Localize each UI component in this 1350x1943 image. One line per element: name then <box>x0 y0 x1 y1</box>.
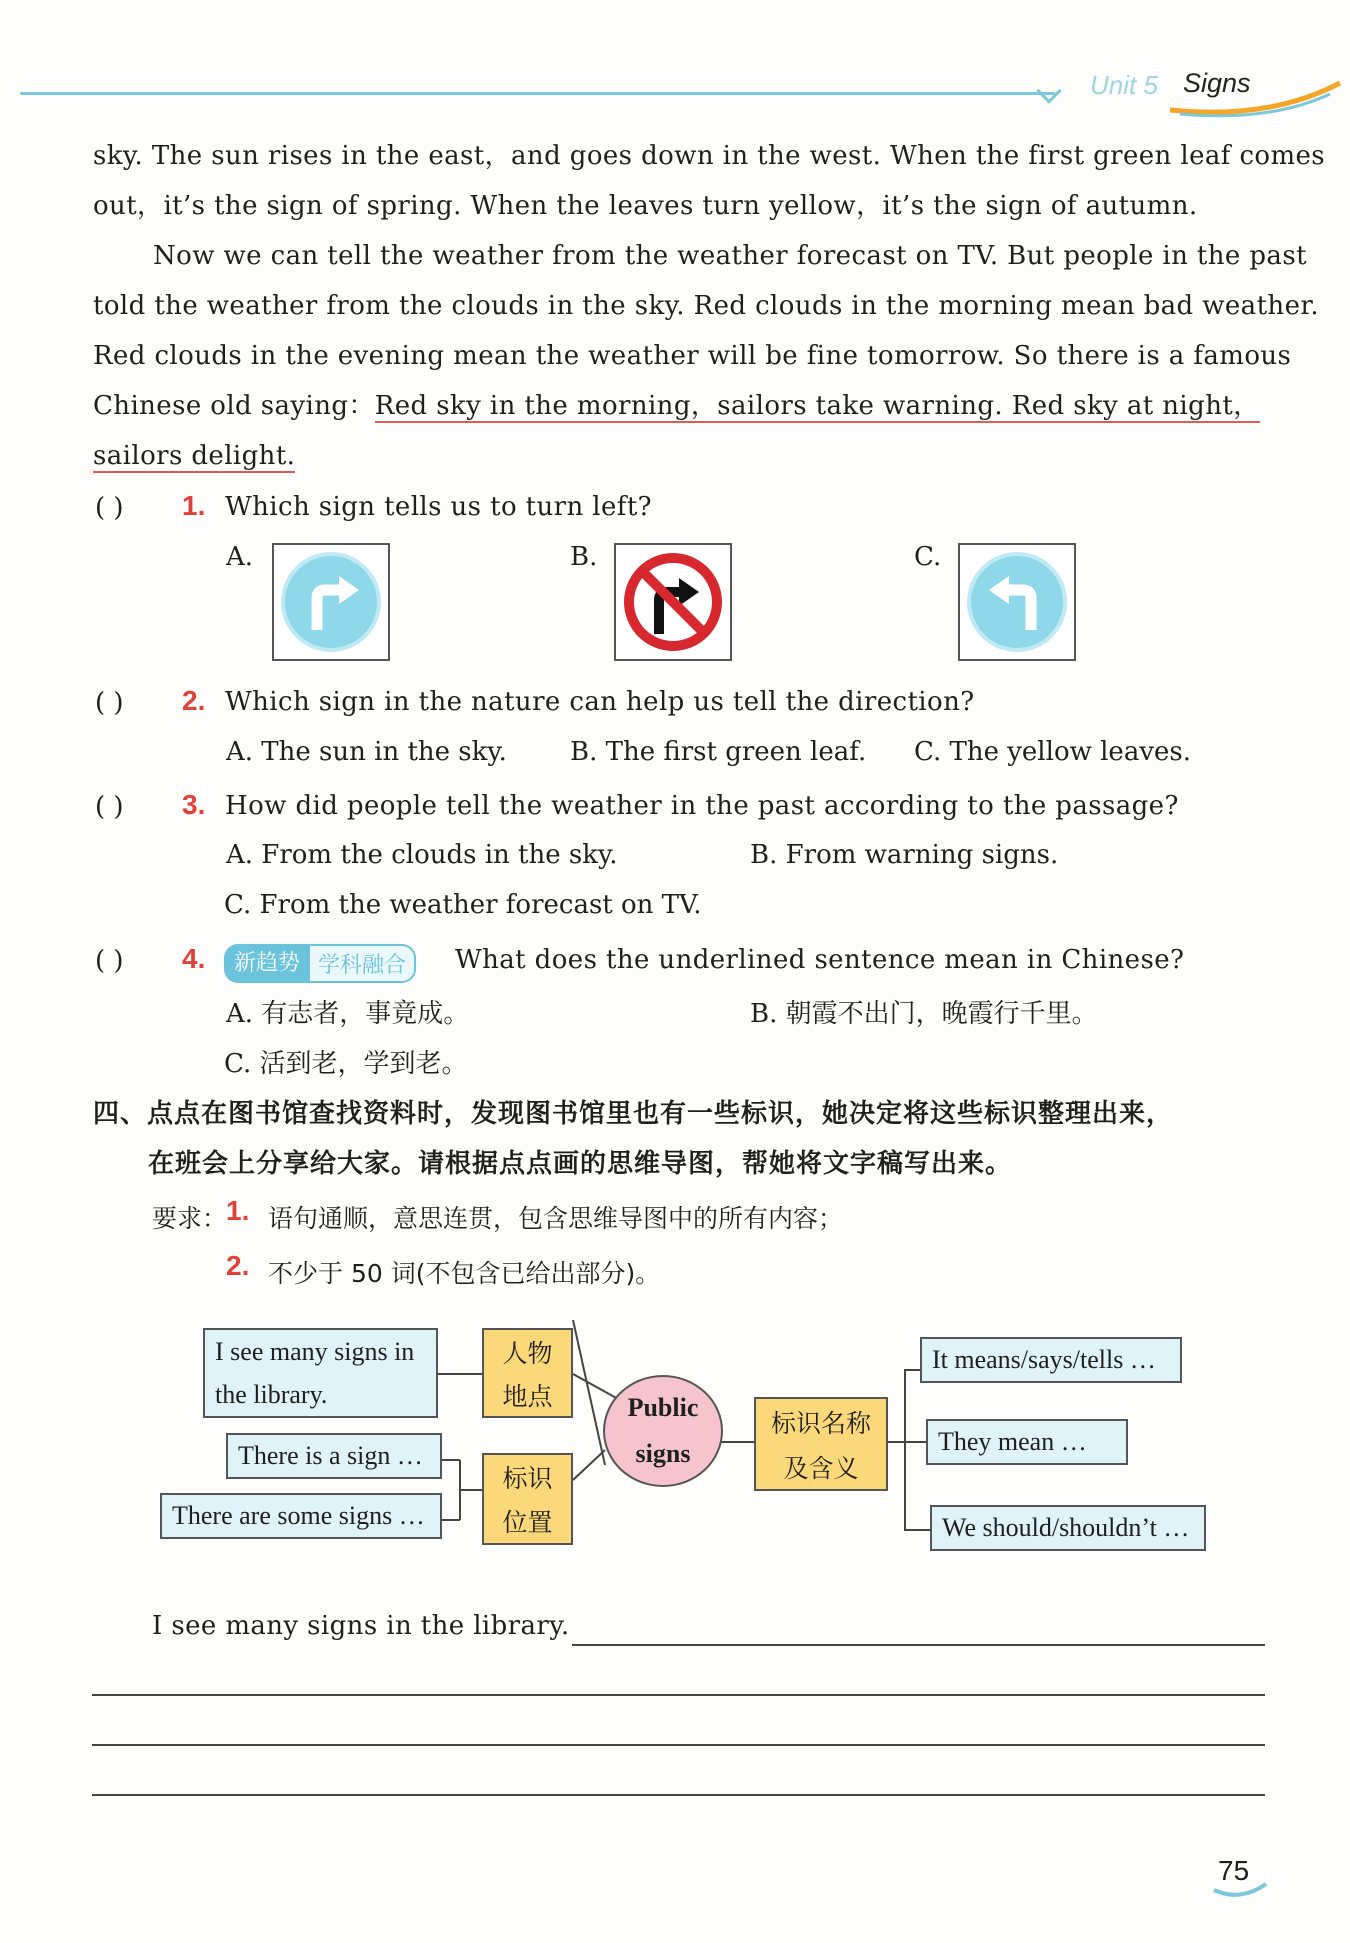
chevron-down-icon <box>1036 78 1061 103</box>
place-label: 地点 <box>502 1381 553 1411</box>
subject-tag-label: 学科融合 <box>310 944 416 983</box>
writing-line-3[interactable] <box>92 1744 1265 1746</box>
answer-blank-3[interactable]: ( ) <box>95 792 124 822</box>
writing-line-2[interactable] <box>92 1694 1265 1696</box>
q2-option-a: A. The sun in the sky. <box>226 737 507 767</box>
underlined-sentence: Red sky in the morning，sailors take warning. Red sky at night， <box>374 391 1260 421</box>
answer-blank-4[interactable]: ( ) <box>95 946 124 976</box>
question-number-4: 4. <box>182 943 206 974</box>
library-intro-box <box>203 1328 438 1418</box>
q1-option-b-label: B. <box>570 542 598 572</box>
sign-name-label: 标识名称 <box>770 1408 871 1438</box>
there-are-some-signs-box: There are some signs … <box>160 1493 442 1539</box>
q4-option-c: C. 活到老，学到老。 <box>224 1049 468 1079</box>
passage-line-3: Now we can tell the weather from the weather forecast on TV. But people in the past <box>153 241 1307 271</box>
requirements-label: 要求： <box>152 1204 228 1233</box>
location-label: 位置 <box>502 1508 553 1537</box>
requirement-2: 不少于 50 词(不包含已给出部分)。 <box>268 1259 661 1288</box>
passage-line-2: out，it’s the sign of spring. When the leaves turn yellow，it’s the sign of autumn. <box>93 191 1198 221</box>
q3-option-a: A. From the clouds in the sky. <box>226 840 618 870</box>
q3-option-b: B. From warning signs. <box>750 840 1059 870</box>
writing-line-1[interactable] <box>572 1644 1265 1646</box>
center-line-2: signs <box>635 1439 691 1468</box>
section-4-title-line-2: 在班会上分享给大家。请根据点点画的思维导图，帮她将文字稿写出来。 <box>148 1149 1013 1179</box>
q1-option-b-sign[interactable] <box>614 543 732 661</box>
q1-option-a-label: A. <box>226 542 254 572</box>
question-number-3: 3. <box>182 789 206 820</box>
sign-label: 标识 <box>502 1464 553 1493</box>
passage-line-6 <box>93 381 1260 431</box>
turn-right-icon <box>277 548 385 656</box>
unit-title: Signs <box>1183 68 1251 98</box>
answer-blank-1[interactable]: ( ) <box>95 493 124 523</box>
q1-option-c-label: C. <box>914 542 942 572</box>
question-1-text: Which sign tells us to turn left? <box>225 492 653 522</box>
requirement-1: 语句通顺，意思连贯，包含思维导图中的所有内容； <box>268 1204 844 1233</box>
meaning-label: 及含义 <box>783 1453 859 1483</box>
passage-line-5: Red clouds in the evening mean the weather will be fine tomorrow. So there is a famous <box>93 341 1292 371</box>
passage-line-4: told the weather from the clouds in the sky. Red clouds in the morning mean bad weather. <box>93 291 1319 321</box>
sign-location-box <box>482 1453 573 1545</box>
they-mean-box: They mean … <box>926 1419 1128 1465</box>
people-label: 人物 <box>502 1338 553 1368</box>
page-swoosh-icon <box>1210 1880 1270 1904</box>
passage-line-6-start: Chinese old saying： <box>93 391 375 421</box>
q2-option-b: B. The first green leaf. <box>570 737 867 767</box>
section-4-title-line-1: 四、点点在图书馆查找资料时，发现图书馆里也有一些标识，她决定将这些标识整理出来， <box>93 1099 1174 1129</box>
writing-line-4[interactable] <box>92 1794 1265 1796</box>
underlined-sentence-end: sailors delight. <box>93 441 296 471</box>
unit-label: Unit 5 <box>1090 70 1158 100</box>
trend-tag <box>224 944 416 983</box>
answer-blank-2[interactable]: ( ) <box>95 688 124 718</box>
question-number-1: 1. <box>182 490 206 521</box>
people-place-box <box>482 1328 573 1418</box>
question-4-text: What does the underlined sentence mean in Chinese? <box>455 945 1185 975</box>
q4-option-b: B. 朝霞不出门，晚霞行千里。 <box>750 999 1098 1029</box>
public-signs-center <box>603 1375 723 1487</box>
page-number: 75 <box>1218 1855 1250 1886</box>
q2-option-c: C. The yellow leaves. <box>914 737 1191 767</box>
question-2-text: Which sign in the nature can help us tell the direction? <box>225 687 975 717</box>
no-right-turn-icon <box>619 548 727 656</box>
there-is-a-sign-box: There is a sign … <box>226 1433 442 1479</box>
turn-left-icon <box>963 548 1071 656</box>
requirement-number-1: 1. <box>226 1195 250 1226</box>
question-number-2: 2. <box>182 685 206 716</box>
passage-line-1: sky. The sun rises in the east，and goes down in the west. When the first green leaf comes <box>93 141 1326 171</box>
requirement-number-2: 2. <box>226 1250 250 1281</box>
writing-start-sentence: I see many signs in the library. <box>152 1611 570 1641</box>
library-intro-line-2: the library. <box>215 1379 328 1409</box>
q1-option-a-sign[interactable] <box>272 543 390 661</box>
q1-option-c-sign[interactable] <box>958 543 1076 661</box>
we-should-box: We should/shouldn’t … <box>930 1505 1206 1551</box>
question-3-text: How did people tell the weather in the past according to the passage? <box>225 791 1179 821</box>
center-line-1: Public <box>627 1393 699 1422</box>
passage-line-7 <box>93 431 295 481</box>
library-intro-line-1: I see many signs in <box>215 1336 415 1366</box>
q3-option-c: C. From the weather forecast on TV. <box>224 890 702 920</box>
q4-option-a: A. 有志者，事竟成。 <box>226 999 470 1029</box>
trend-tag-label: 新趋势 <box>224 944 310 983</box>
sign-name-meaning-box <box>754 1397 888 1491</box>
it-means-box: It means/says/tells … <box>920 1337 1182 1383</box>
header-rule <box>20 92 1055 95</box>
